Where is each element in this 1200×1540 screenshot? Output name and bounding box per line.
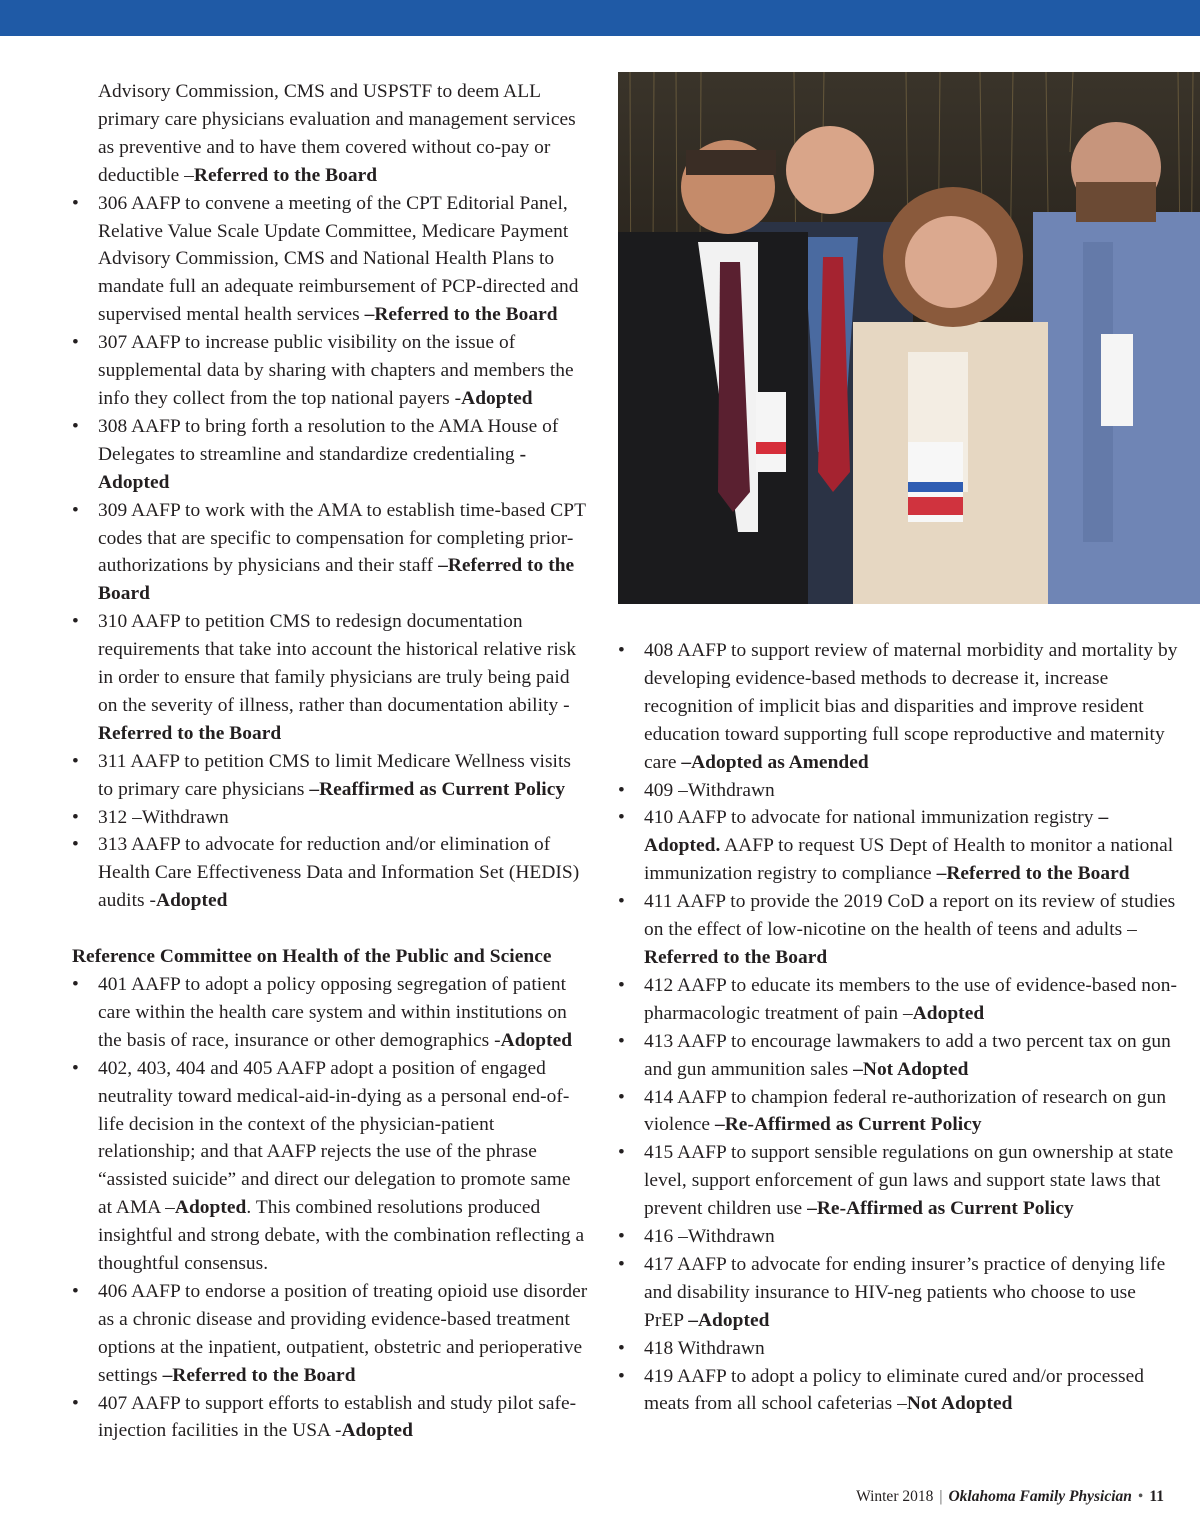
- bullet-marker: •: [72, 806, 79, 828]
- resolution-text: 309 AAFP to work with the AMA to establish time-based CPT codes that are specific to compensation for completing prior-authorizations by physicians and their staff: [98, 499, 586, 577]
- outcome-label: –Referred to the Board: [98, 555, 575, 605]
- bullet-marker: •: [72, 192, 79, 214]
- outcome-label: –Reaffirmed as Current Policy: [309, 778, 566, 800]
- resolution-item: [72, 804, 588, 832]
- resolution-item: [72, 1278, 588, 1390]
- bullet-marker: •: [618, 1365, 625, 1387]
- resolution-item: [618, 972, 1178, 1028]
- header-bar: [0, 0, 1200, 36]
- publication-name: Oklahoma Family Physician: [948, 1488, 1132, 1505]
- resolution-text: 418 Withdrawn: [644, 1337, 765, 1359]
- bullet-marker: •: [72, 499, 79, 521]
- resolution-text: 406 AAFP to endorse a position of treating opioid use disorder as a chronic disease and providing evidence-based treatment options at the inpatient, outpatient, obstetric and perioperative settings: [98, 1280, 588, 1386]
- resolution-item: [618, 777, 1178, 805]
- bullet-marker: •: [618, 974, 625, 996]
- resolution-text: 412 AAFP to educate its members to the use of evidence-based non-pharmacologic treatment of pain –: [644, 974, 1177, 1024]
- resolution-item: [618, 1084, 1178, 1140]
- bullet-marker: •: [72, 415, 79, 437]
- resolution-text: 310 AAFP to petition CMS to redesign documentation requirements that take into account the historical relative risk in order to ensure that family physicians are truly being paid on the severity of illness, rather than documentation ability -: [98, 611, 577, 716]
- resolution-item: [618, 1363, 1178, 1419]
- bullet-marker: •: [618, 640, 625, 661]
- resolution-item: [618, 1223, 1178, 1251]
- page-number: 11: [1149, 1488, 1164, 1505]
- outcome-label: Adopted: [500, 1029, 573, 1051]
- resolution-text: 409 –Withdrawn: [644, 779, 775, 801]
- resolution-item: [72, 1055, 588, 1278]
- outcome-label: Referred to the Board: [193, 164, 378, 186]
- bullet-marker: •: [618, 779, 625, 801]
- resolution-text: 416 –Withdrawn: [644, 1226, 775, 1248]
- outcome-label: Adopted: [912, 1002, 985, 1024]
- bullet-marker: •: [72, 611, 79, 633]
- resolution-item: [618, 1251, 1178, 1335]
- outcome-label: –Referred to the Board: [364, 304, 558, 326]
- outcome-label: –Referred to the Board: [162, 1364, 356, 1386]
- resolution-text: 402, 403, 404 and 405 AAFP adopt a position of engaged neutrality toward medical-aid-in-dying as a personal end-of-life decision in the context of the physician-patient relationship; and that AAFP rejects the use of the phrase “assisted suicide” and direct our delegation to promote same at AMA –: [98, 1057, 571, 1219]
- resolution-item: [72, 831, 588, 915]
- bullet-marker: •: [72, 973, 79, 995]
- bullet-marker: •: [618, 891, 625, 913]
- resolution-tail: . This combined resolutions produced insightful and strong debate, with the combination reflecting a thoughtful consensus.: [98, 1197, 585, 1275]
- bullet-marker: •: [72, 332, 79, 354]
- bullet-marker: •: [72, 750, 79, 772]
- outcome-label: –Re-Affirmed as Current Policy: [714, 1114, 982, 1136]
- resolution-text: 408 AAFP to support review of maternal morbidity and mortality by developing evidence-based methods to decrease it, increase recognition of implicit bias and disparities and improve resident education toward supporting full scope reproductive and maternity care: [644, 640, 1178, 773]
- outcome-label: Referred to the Board: [98, 722, 282, 744]
- resolution-item: [618, 804, 1178, 888]
- outcome-label: –Adopted.: [644, 807, 1109, 857]
- issue-season: Winter 2018: [856, 1488, 934, 1505]
- bullet-marker: •: [618, 1142, 625, 1164]
- resolution-text: 413 AAFP to encourage lawmakers to add a two percent tax on gun and gun ammunition sales: [644, 1030, 1171, 1080]
- outcome-label: –Referred to the Board: [936, 863, 1130, 885]
- continued-paragraph: [72, 78, 588, 190]
- footer-separator: |: [939, 1488, 943, 1505]
- resolution-text: 307 AAFP to increase public visibility on the issue of supplemental data by sharing with chapters and members the info they collect from the top national payers -: [98, 332, 574, 409]
- photo-illustration: [618, 72, 1200, 604]
- resolution-tail: AAFP to request US Dept of Health to monitor a national immunization registry to compliance: [644, 835, 1174, 885]
- bullet-marker: •: [618, 1226, 625, 1248]
- resolution-text: 312 –Withdrawn: [98, 806, 229, 828]
- resolution-text: 419 AAFP to adopt a policy to eliminate cured and/or processed meats from all school cafeterias –: [644, 1365, 1144, 1415]
- resolution-item: [72, 971, 588, 1055]
- outcome-label: –Re-Affirmed as Current Policy: [807, 1198, 1074, 1220]
- left-column: [72, 78, 588, 1445]
- bullet-marker: •: [72, 1392, 79, 1414]
- person-woman-face: [905, 216, 997, 308]
- resolution-item: [72, 497, 588, 609]
- resolution-text: 410 AAFP to advocate for national immunization registry: [644, 807, 1099, 829]
- resolution-text: 401 AAFP to adopt a policy opposing segregation of patient care within the health care system and within institutions on the basis of race, insurance or other demographics -: [98, 973, 567, 1051]
- resolution-text: 306 AAFP to convene a meeting of the CPT Editorial Panel, Relative Value Scale Update Committee, Medicare Payment Advisory Commission, CMS and National Health Plans to mandate full an adequate reimbursement of PCP-directed and supervised mental health services: [98, 192, 579, 326]
- bullet-marker: •: [72, 1280, 79, 1302]
- bullet-marker: •: [72, 1057, 79, 1079]
- outcome-label: Referred to the Board: [644, 946, 828, 968]
- resolution-item: [72, 413, 588, 497]
- bullet-marker: •: [618, 1253, 625, 1275]
- resolution-item: [618, 1335, 1178, 1363]
- outcome-label: –Not Adopted: [853, 1058, 969, 1080]
- resolution-item: [618, 637, 1178, 777]
- person-center-face: [786, 126, 874, 214]
- section-heading: Reference Committee on Health of the Public and Science: [72, 946, 552, 968]
- resolution-list: [618, 637, 1178, 1418]
- resolution-text: 311 AAFP to petition CMS to limit Medicare Wellness visits to primary care physicians: [98, 750, 572, 800]
- resolution-item: [72, 748, 588, 804]
- outcome-label: -Adopted: [98, 443, 527, 493]
- resolution-item: [618, 888, 1178, 972]
- page-footer: [856, 1488, 1164, 1506]
- resolution-text: 411 AAFP to provide the 2019 CoD a report on its review of studies on the effect of low-nicotine on the health of teens and adults –: [644, 891, 1176, 941]
- continued-text: Advisory Commission, CMS and USPSTF to deem ALL primary care physicians evaluation and management services as preventive and to have them covered without co-pay or deductible –: [98, 81, 576, 186]
- footer-bullet: •: [1137, 1488, 1144, 1505]
- outcome-label: Adopted: [174, 1197, 247, 1219]
- bullet-marker: •: [72, 834, 79, 856]
- resolution-list: [72, 971, 588, 1445]
- resolution-text: 417 AAFP to advocate for ending insurer’s practice of denying life and disability insurance to HIV-neg patients who choose to use PrEP: [644, 1253, 1166, 1331]
- outcome-label: Adopted: [156, 890, 228, 912]
- outcome-label: Not Adopted: [906, 1393, 1013, 1415]
- outcome-label: Adopted: [461, 387, 533, 409]
- right-column: [618, 637, 1178, 1418]
- bullet-marker: •: [618, 1337, 625, 1359]
- resolution-item: [72, 329, 588, 413]
- outcome-label: –Adopted: [688, 1309, 770, 1331]
- resolution-text: 415 AAFP to support sensible regulations on gun ownership at state level, support enforcement of gun laws and support state laws that prevent children use: [644, 1142, 1174, 1220]
- resolution-text: 407 AAFP to support efforts to establish and study pilot safe-injection facilities in the USA -: [98, 1392, 577, 1442]
- resolution-text: 313 AAFP to advocate for reduction and/or elimination of Health Care Effectiveness Data and Information Set (HEDIS) audits -: [98, 834, 580, 912]
- resolution-item: [72, 608, 588, 748]
- bullet-marker: •: [618, 1030, 625, 1052]
- outcome-label: –Adopted as Amended: [681, 751, 869, 773]
- resolution-item: [72, 190, 588, 330]
- resolution-item: [72, 1390, 588, 1446]
- group-photo: [618, 72, 1200, 604]
- bullet-marker: •: [618, 807, 625, 829]
- resolution-item: [618, 1028, 1178, 1084]
- resolution-text: 414 AAFP to champion federal re-authorization of research on gun violence: [644, 1086, 1167, 1136]
- bullet-marker: •: [618, 1086, 625, 1108]
- resolution-list: [72, 190, 588, 916]
- resolution-item: [618, 1139, 1178, 1223]
- resolution-text: 308 AAFP to bring forth a resolution to the AMA House of Delegates to streamline and standardize credentialing: [98, 415, 559, 465]
- outcome-label: Adopted: [341, 1420, 413, 1442]
